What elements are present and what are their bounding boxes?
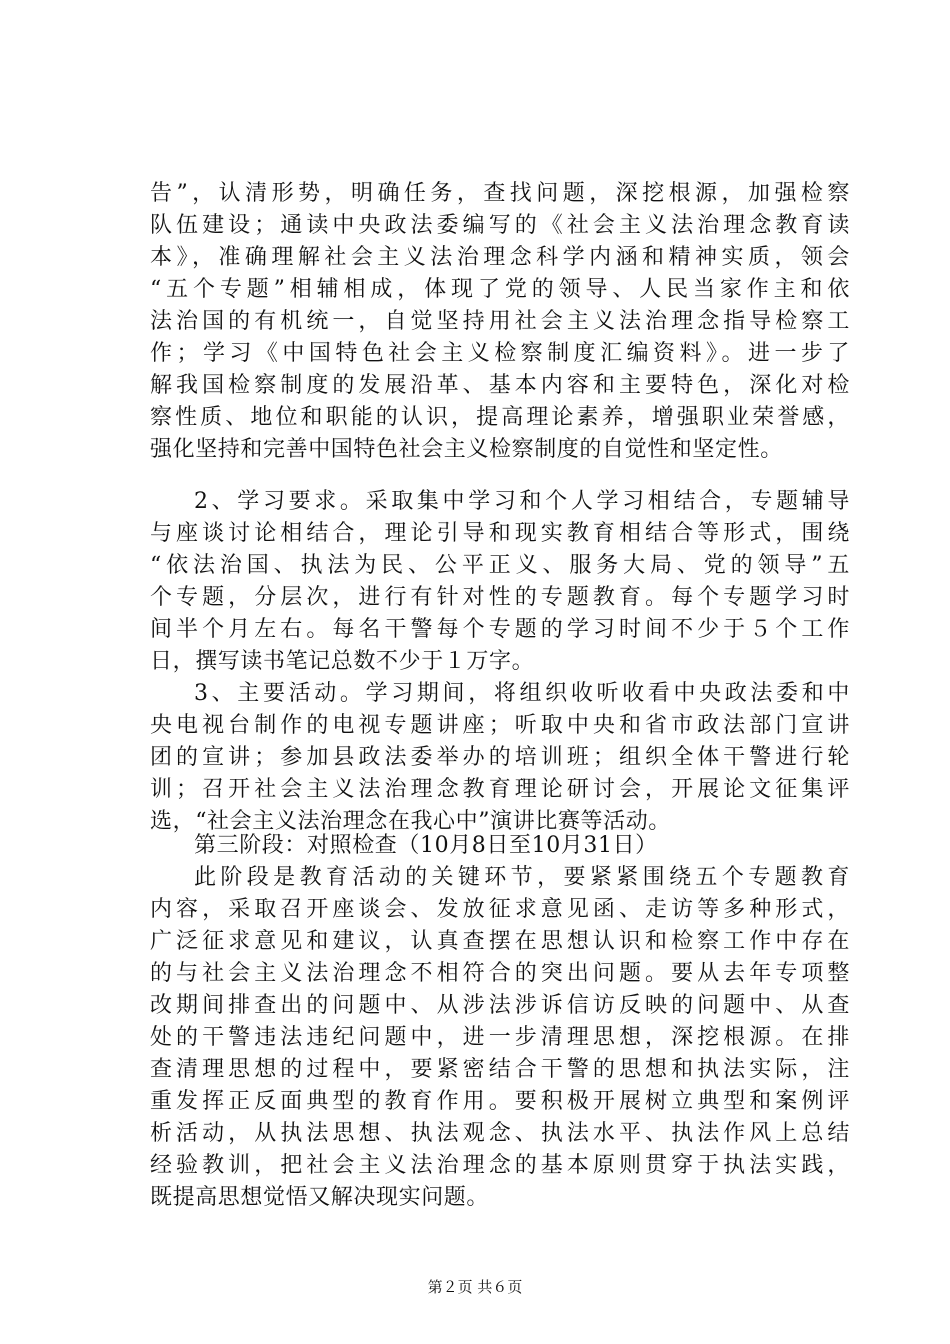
text-line: 经验教训，把社会主义法治理念的基本原则贯穿于执法实践， <box>150 1153 850 1178</box>
text-line: 处的干警违法违纪问题中，进一步清理思想，深挖根源。在排 <box>150 1025 850 1050</box>
text-line: 改期间排查出的问题中、从涉法涉诉信访反映的问题中、从查 <box>150 993 850 1018</box>
text-line: 法治国的有机统一，自觉坚持用社会主义法治理念指导检察工 <box>150 309 850 334</box>
paragraph-continuation <box>150 178 850 466</box>
text-line: 解我国检察制度的发展沿革、基本内容和主要特色，深化对检 <box>150 373 850 398</box>
text-line: 2、学习要求。采取集中学习和个人学习相结合，专题辅导 <box>194 489 850 514</box>
text-line: 察性质、地位和职能的认识，提高理论素养，增强职业荣誉感， <box>150 405 850 430</box>
text-line: 既提高思想觉悟又解决现实问题。 <box>150 1185 490 1210</box>
section-study-requirements <box>150 486 850 838</box>
page-footer <box>0 1276 950 1297</box>
stage-three-section <box>150 830 850 1214</box>
text-line: 查清理思想的过程中，要紧密结合干警的思想和执法实际，注 <box>150 1057 850 1082</box>
page-number-indicator: 第２页 共６页 <box>427 1278 523 1296</box>
text-line: 析活动，从执法思想、执法观念、执法水平、执法作风上总结 <box>150 1121 850 1146</box>
text-line: 队伍建设；通读中央政法委编写的《社会主义法治理念教育读 <box>150 213 850 238</box>
text-line: 与座谈讨论相结合，理论引导和现实教育相结合等形式，围绕 <box>150 521 850 546</box>
text-line: 此阶段是教育活动的关键环节，要紧紧围绕五个专题教育 <box>194 865 850 890</box>
text-line: “五个专题”相辅相成，体现了党的领导、人民当家作主和依 <box>150 277 850 302</box>
text-line: 本》，准确理解社会主义法治理念科学内涵和精神实质，领会 <box>150 245 850 270</box>
text-line: “依法治国、执法为民、公平正义、服务大局、党的领导”五 <box>150 553 850 578</box>
stage-three-heading: 第三阶段：对照检查（10月8日至10月31日） <box>194 833 658 858</box>
text-line: 告”，认清形势，明确任务，查找问题，深挖根源，加强检察 <box>150 181 850 206</box>
text-line: 选，“社会主义法治理念在我心中”演讲比赛等活动。 <box>150 809 671 834</box>
text-line: 日，撰写读书笔记总数不少于１万字。 <box>150 649 535 674</box>
text-line: 作；学习《中国特色社会主义检察制度汇编资料》。进一步了 <box>150 341 850 366</box>
text-line: 的与社会主义法治理念不相符合的突出问题。要从去年专项整 <box>150 961 850 986</box>
text-line: 3、主要活动。学习期间，将组织收听收看中央政法委和中 <box>194 681 850 706</box>
text-line: 强化坚持和完善中国特色社会主义检察制度的自觉性和坚定性。 <box>150 437 783 462</box>
text-line: 广泛征求意见和建议，认真查摆在思想认识和检察工作中存在 <box>150 929 850 954</box>
text-line: 重发挥正反面典型的教育作用。要积极开展树立典型和案例评 <box>150 1089 850 1114</box>
text-line: 内容，采取召开座谈会、发放征求意见函、走访等多种形式， <box>150 897 850 922</box>
text-line: 央电视台制作的电视专题讲座；听取中央和省市政法部门宣讲 <box>150 713 850 738</box>
text-line: 间半个月左右。每名干警每个专题的学习时间不少于５个工作 <box>150 617 850 642</box>
text-line: 团的宣讲；参加县政法委举办的培训班；组织全体干警进行轮 <box>150 745 850 770</box>
text-line: 训；召开社会主义法治理念教育理论研讨会，开展论文征集评 <box>150 777 850 802</box>
text-line: 个专题，分层次，进行有针对性的专题教育。每个专题学习时 <box>150 585 850 610</box>
